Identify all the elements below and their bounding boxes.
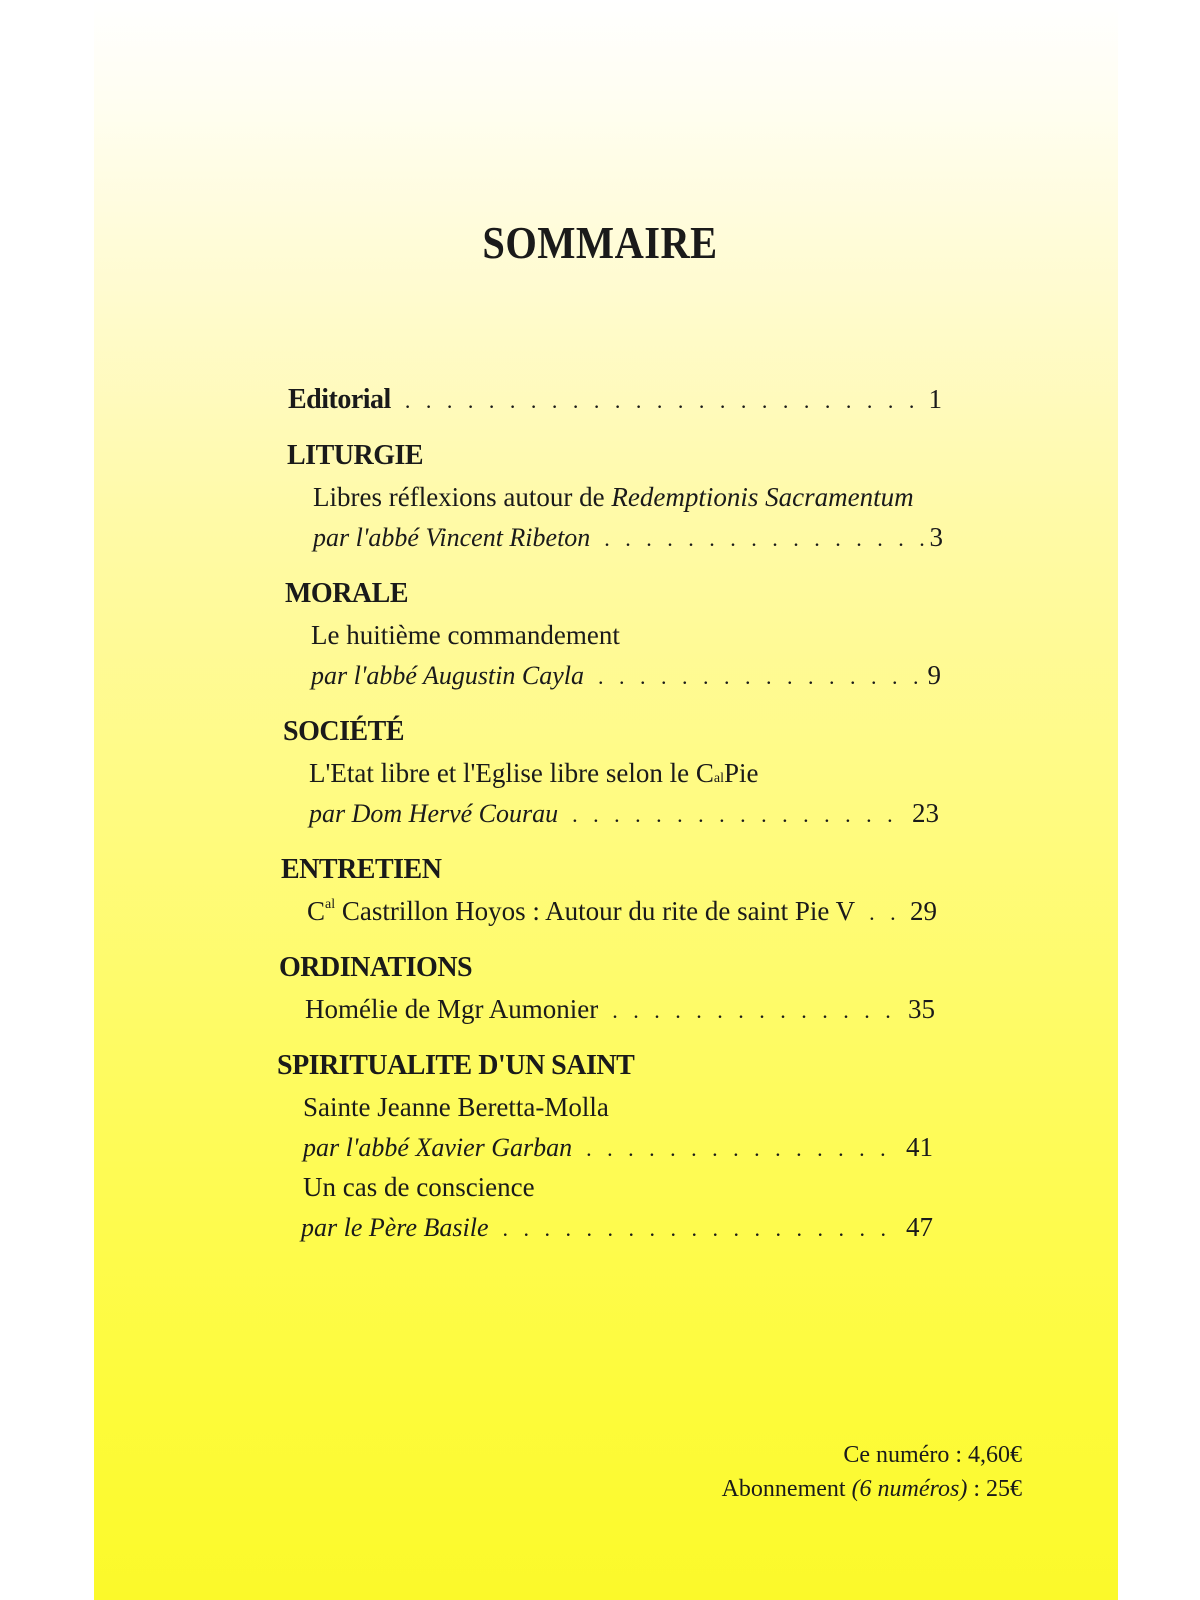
toc-entry-author-line[interactable] xyxy=(301,1212,933,1243)
abbrev-superscript: al xyxy=(713,771,724,786)
abbrev-superscript: al xyxy=(325,897,336,912)
entry-title[interactable] xyxy=(313,482,914,513)
entry-title-text: Pie xyxy=(723,758,759,788)
page-number: 23 xyxy=(912,798,939,828)
entry-author: par l'abbé Vincent Ribeton xyxy=(313,523,591,552)
entry-author: par l'abbé Xavier Garban xyxy=(303,1133,573,1162)
dot-leader xyxy=(612,998,902,1024)
dot-leader xyxy=(586,1136,900,1162)
section-heading-ordinations: ORDINATIONS xyxy=(279,952,473,983)
toc-entry-author-line[interactable] xyxy=(313,522,943,553)
page-title: SOMMAIRE xyxy=(482,217,718,268)
page-number: 9 xyxy=(927,660,941,690)
subscription-count: (6 numéros) xyxy=(851,1476,968,1502)
entry-title xyxy=(307,896,855,927)
page-number: 29 xyxy=(910,896,937,926)
entry-author: par l'abbé Augustin Cayla xyxy=(311,661,585,690)
page-number: 1 xyxy=(928,384,942,414)
entry-title[interactable] xyxy=(309,758,759,789)
page-number: 3 xyxy=(929,522,943,552)
section-heading-morale: MORALE xyxy=(285,578,408,609)
page-number: 41 xyxy=(906,1132,933,1162)
section-heading-liturgie: LITURGIE xyxy=(287,440,424,471)
entry-title[interactable]: Le huitième commandement xyxy=(311,620,620,650)
subscription-price xyxy=(722,1476,1022,1503)
toc-entry-interview[interactable] xyxy=(307,896,937,927)
entry-title-text: Castrillon Hoyos : Autour du rite de saint Pie V xyxy=(335,896,856,926)
editorial-label: Editorial xyxy=(288,384,391,415)
subscription-label: Abonnement xyxy=(721,1476,852,1502)
toc-entry-author-line[interactable] xyxy=(309,798,939,829)
entry-title-text: Libres réflexions autour de xyxy=(313,482,605,512)
entry-title: Homélie de Mgr Aumonier xyxy=(305,994,599,1024)
toc-entry-homily[interactable] xyxy=(305,994,935,1025)
entry-title-text: L'Etat libre et l'Eglise libre selon le C xyxy=(309,758,714,788)
issue-price: Ce numéro : 4,60€ xyxy=(843,1442,1022,1468)
dot-leader xyxy=(502,1216,900,1242)
section-heading-entretien: ENTRETIEN xyxy=(281,854,442,885)
toc-entry-editorial[interactable] xyxy=(288,384,942,416)
entry-title-text: C xyxy=(307,896,326,926)
section-heading-societe: SOCIÉTÉ xyxy=(283,716,404,747)
section-heading-spiritualite: SPIRITUALITE D'UN SAINT xyxy=(277,1050,635,1081)
dot-leader xyxy=(869,900,904,926)
page-number: 35 xyxy=(908,994,935,1024)
dot-leader xyxy=(405,388,923,414)
toc-entry-author-line[interactable] xyxy=(303,1132,933,1163)
entry-author: par le Père Basile xyxy=(301,1213,489,1242)
subscription-amount: : 25€ xyxy=(967,1476,1022,1502)
dot-leader xyxy=(598,664,921,690)
entry-author: par Dom Hervé Courau xyxy=(309,799,559,828)
page-number: 47 xyxy=(906,1212,933,1242)
entry-title[interactable]: Un cas de conscience xyxy=(303,1172,535,1202)
entry-title[interactable]: Sainte Jeanne Beretta-Molla xyxy=(303,1092,609,1122)
entry-title-italic: Redemptionis Sacramentum xyxy=(611,482,914,512)
dot-leader xyxy=(572,802,906,828)
dot-leader xyxy=(604,526,923,552)
toc-entry-author-line[interactable] xyxy=(311,660,941,691)
